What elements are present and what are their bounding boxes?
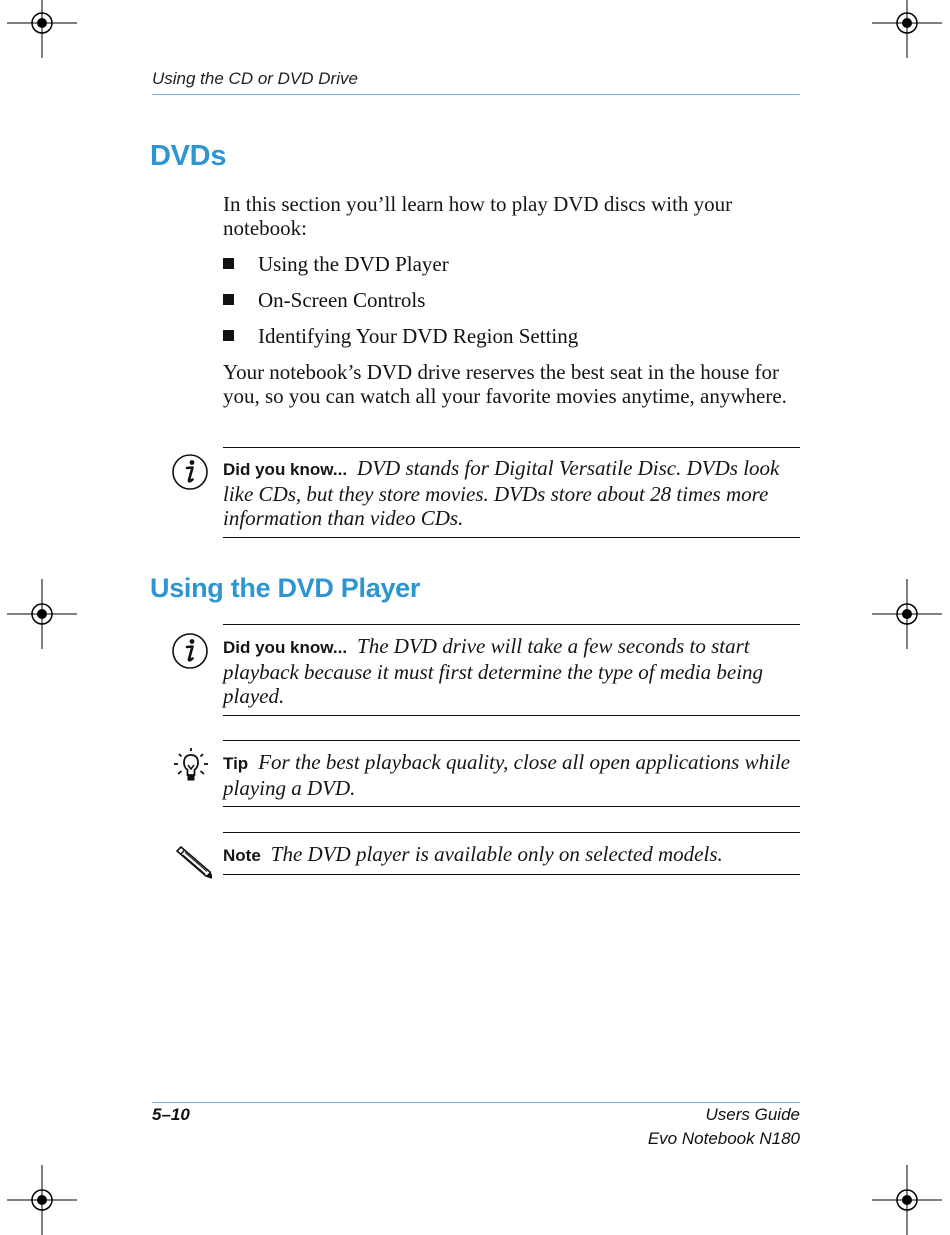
footer-model-name: Evo Notebook N180 (647, 1129, 800, 1148)
note-label: Note (223, 846, 261, 865)
callout-rule-bottom (223, 537, 800, 538)
registration-mark-top-left (7, 0, 77, 58)
list-item (223, 288, 425, 312)
pencil-icon (172, 842, 212, 882)
list-item-label: On-Screen Controls (258, 288, 426, 312)
bullet-square-icon (223, 330, 234, 341)
callout-text: DVD stands for Digital Versatile Disc. DVDs look like CDs, but they store movies. DVDs store about 28 times more information than video CDs. (223, 456, 780, 530)
note-callout (223, 842, 803, 868)
header-rule (152, 94, 800, 95)
callout-label: Did you know... (223, 460, 348, 479)
callout-rule-bottom (223, 715, 800, 716)
list-item-label: Using the DVD Player (258, 252, 449, 276)
bullet-square-icon (223, 258, 234, 269)
did-you-know-callout (223, 634, 803, 708)
section-title-dvds: DVDs (150, 140, 227, 172)
callout-label: Did you know... (223, 638, 348, 657)
note-text: The DVD player is available only on selected models. (270, 842, 723, 866)
tip-rule-top (223, 740, 800, 741)
list-item (223, 252, 449, 276)
footer-rule (152, 1102, 800, 1103)
section-title-dvd-player: Using the DVD Player (150, 573, 421, 603)
list-item (223, 324, 578, 348)
registration-mark-mid-right (872, 579, 942, 649)
registration-mark-top-right (872, 0, 942, 58)
tip-text: For the best playback quality, close all open applications while playing a DVD. (223, 750, 791, 800)
running-header: Using the CD or DVD Drive (152, 69, 358, 88)
registration-mark-bottom-left (7, 1165, 77, 1235)
intro-paragraph: In this section you’ll learn how to play DVD discs with your notebook: (223, 192, 733, 240)
page-number: 5–10 (152, 1105, 190, 1124)
tip-label: Tip (223, 754, 249, 773)
list-item-label: Identifying Your DVD Region Setting (258, 324, 579, 348)
tip-rule-bottom (223, 806, 800, 807)
tip-callout (223, 750, 803, 800)
callout-rule-top (223, 624, 800, 625)
callout-rule-top (223, 447, 800, 448)
callout-text: The DVD drive will take a few seconds to start playback because it must first determine the type of media being played. (223, 634, 764, 708)
registration-mark-bottom-right (872, 1165, 942, 1235)
registration-mark-mid-left (7, 579, 77, 649)
bullet-square-icon (223, 294, 234, 305)
body-paragraph: Your notebook’s DVD drive reserves the best seat in the house for you, so you can watch all your favorite movies anytime, anywhere. (223, 360, 787, 408)
lightbulb-icon (171, 746, 211, 786)
note-rule-top (223, 832, 800, 833)
info-icon (170, 452, 210, 492)
did-you-know-callout (223, 456, 803, 530)
info-icon (170, 631, 210, 671)
note-rule-bottom (223, 874, 800, 875)
footer-guide-title: Users Guide (705, 1105, 800, 1124)
